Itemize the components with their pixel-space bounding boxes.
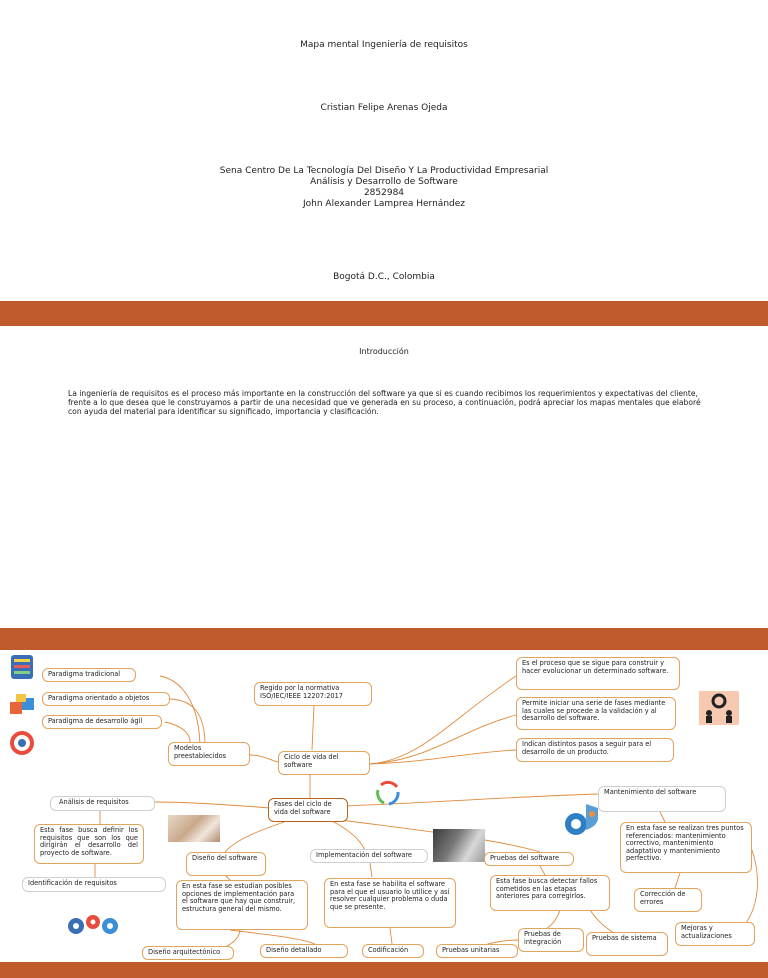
- process-cubes-icon: [8, 692, 36, 720]
- node-definicion-3: Indican distintos pasos a seguir para el desarrollo de un producto.: [516, 738, 674, 762]
- connector: [370, 676, 516, 764]
- node-correccion-errores: Corrección de errores: [634, 888, 702, 912]
- laptop-photo: [433, 829, 485, 862]
- gear-shield-icon: [562, 800, 602, 840]
- connector: [225, 820, 290, 852]
- node-paradigma-tradicional: Paradigma tradicional: [42, 668, 136, 682]
- cycle-arrows-icon: [373, 779, 403, 807]
- connector: [370, 750, 516, 764]
- node-modelos: Modelos preestablecidos: [168, 742, 250, 766]
- program-code: 2852984: [363, 188, 405, 198]
- program-name: Análisis y Desarrollo de Software: [310, 177, 458, 187]
- connector: [160, 676, 200, 750]
- connector: [370, 715, 516, 764]
- team-gear-icon: [699, 691, 739, 725]
- connector: [250, 755, 278, 762]
- node-implementacion: Implementación del software: [310, 849, 428, 863]
- node-paradigma-objetos: Paradigma orientado a objetos: [42, 692, 170, 706]
- node-diseno-detallado: Diseño detallado: [260, 944, 348, 958]
- node-pruebas-unitarias: Pruebas unitarias: [436, 944, 518, 958]
- node-ciclo-vida: Ciclo de vida del software: [278, 751, 370, 775]
- node-mantenimiento: Mantenimiento del software: [598, 786, 726, 812]
- intro-heading: Introducción: [359, 347, 409, 356]
- node-implementacion-descripcion: En esta fase se habilita el software para el que el usuario lo utilice y así resolver cualquier problema o duda que se presente.: [324, 878, 456, 928]
- page-footer-band: [0, 962, 768, 978]
- page-separator: [0, 301, 768, 326]
- list-document-icon: [8, 654, 36, 680]
- node-analisis-requisitos: Análisis de requisitos: [50, 796, 155, 811]
- node-fases-ciclo: Fases del ciclo de vida del software: [268, 798, 348, 822]
- city: Bogotá D.C., Colombia: [333, 272, 435, 282]
- connector: [590, 910, 615, 934]
- node-definicion-2: Permite iniciar una serie de fases mediante las cuales se procede a la validación y al desarrollo del software.: [516, 697, 676, 730]
- connector: [675, 873, 680, 888]
- node-paradigma-agil: Paradigma de desarrollo ágil: [42, 715, 162, 729]
- node-codificacion: Codificación: [362, 944, 424, 958]
- instructor-name: John Alexander Lamprea Hernández: [303, 199, 465, 209]
- connector: [230, 930, 315, 944]
- document-title: Mapa mental Ingeniería de requisitos: [300, 40, 468, 50]
- node-diseno-arquitectonico: Diseño arquitectónico: [142, 946, 234, 960]
- connector: [330, 820, 365, 850]
- node-analisis-descripcion: Esta fase busca definir los requisitos que son los que dirigirán el desarrollo del proyecto de software.: [34, 824, 144, 864]
- connector: [370, 863, 372, 877]
- node-mantenimiento-descripcion: En esta fase se realizan tres puntos referenciados: mantenimiento correctivo, mantenimiento adaptativo y mantenimiento perfectivo.: [620, 822, 752, 873]
- node-mejoras: Mejoras y actualizaciones: [675, 922, 755, 946]
- node-identificacion-requisitos: Identificación de requisitos: [22, 877, 166, 892]
- node-definicion-1: Es el proceso que se sigue para construir y hacer evolucionar un determinado software.: [516, 657, 680, 690]
- institution-name: Sena Centro De La Tecnología Del Diseño Y La Productividad Empresarial: [219, 166, 549, 176]
- hands-photo: [168, 815, 220, 842]
- node-diseno-software: Diseño del software: [186, 852, 266, 876]
- node-pruebas-descripcion: Esta fase busca detectar fallos cometidos en las etapas anteriores para corregirlos.: [490, 875, 610, 911]
- target-gear-icon: [9, 730, 35, 756]
- node-regido-normativa: Regido por la normativa ISO/IEC/IEEE 12207:2017: [254, 682, 372, 706]
- node-diseno-descripcion: En esta fase se estudian posibles opciones de implementación para el software que hay que construir, estructura general del mismo.: [176, 880, 308, 930]
- connector: [312, 705, 314, 750]
- node-pruebas-software: Pruebas del software: [484, 852, 574, 866]
- connector: [390, 928, 392, 944]
- institution-block: [0, 166, 768, 210]
- author-name: Cristian Felipe Arenas Ojeda: [320, 103, 448, 113]
- node-pruebas-sistema: Pruebas de sistema: [586, 932, 668, 956]
- node-pruebas-integracion: Pruebas de integración: [518, 928, 584, 952]
- connector: [155, 802, 270, 808]
- intro-paragraph: La ingeniería de requisitos es el proceso más importante en la construcción del software ya que si es cuando recibimos los requerimientos y expectativas del cliente, frente a lo que desea que le construyamos a partir de una necesidad que ve generada en su proceso, a continuación, podrá apreciar los mapas mentales que elaboré con ayuda del material para identificar su significado, importancia y clasificación.: [68, 389, 701, 416]
- page-separator: [0, 628, 768, 650]
- connector: [660, 812, 665, 822]
- connector: [540, 866, 545, 875]
- gears-icon: [66, 912, 124, 938]
- connector: [165, 722, 190, 742]
